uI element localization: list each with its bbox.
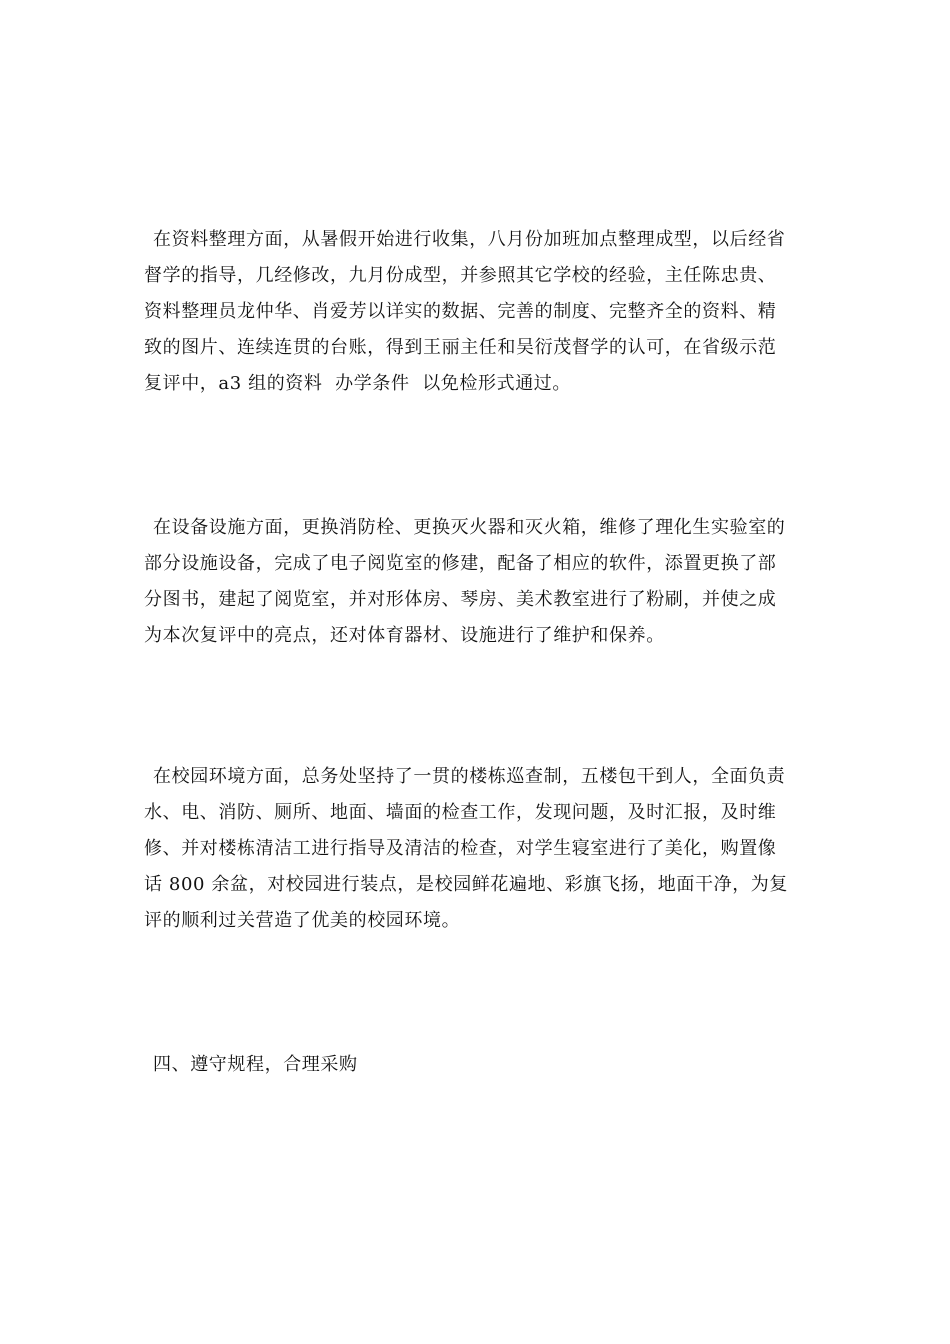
paragraph-line: 在设备设施方面，更换消防栓、更换灭火器和灭火箱，维修了理化生实验室的 xyxy=(153,517,786,538)
paragraph-campus-environment xyxy=(144,759,812,939)
paragraph-line: 分图书，建起了阅览室，并对形体房、琴房、美术教室进行了粉刷，并使之成 xyxy=(144,589,777,610)
heading-text: 四、遵守规程，合理采购 xyxy=(153,1054,358,1075)
section-heading xyxy=(144,1047,812,1083)
paragraph-line: 督学的指导，几经修改，九月份成型，并参照其它学校的经验，主任陈忠贵、 xyxy=(144,265,777,286)
paragraph-line: 为本次复评中的亮点，还对体育器材、设施进行了维护和保养。 xyxy=(144,625,665,646)
paragraph-materials xyxy=(144,222,812,402)
paragraph-line: 修、并对楼栋清洁工进行指导及清洁的检查，对学生寝室进行了美化，购置像 xyxy=(144,838,777,859)
paragraph-line: 资料整理员龙仲华、肖爱芳以详实的数据、完善的制度、完整齐全的资料、精 xyxy=(144,301,777,322)
paragraph-line: 复评中，a3 组的资料 办学条件 以免检形式通过。 xyxy=(144,373,571,394)
paragraph-line: 评的顺利过关营造了优美的校园环境。 xyxy=(144,910,461,931)
paragraph-line: 话 800 余盆，对校园进行装点，是校园鲜花遍地、彩旗飞扬，地面干净，为复 xyxy=(144,874,788,895)
paragraph-line: 水、电、消防、厕所、地面、墙面的检查工作，发现问题，及时汇报，及时维 xyxy=(144,802,777,823)
paragraph-line: 在资料整理方面，从暑假开始进行收集，八月份加班加点整理成型，以后经省 xyxy=(153,229,786,250)
paragraph-line: 在校园环境方面，总务处坚持了一贯的楼栋巡查制，五楼包干到人，全面负责 xyxy=(153,766,786,787)
paragraph-facilities xyxy=(144,510,812,654)
paragraph-line: 部分设施设备，完成了电子阅览室的修建，配备了相应的软件，添置更换了部 xyxy=(144,553,777,574)
paragraph-line: 致的图片、连续连贯的台账，得到王丽主任和吴衍茂督学的认可，在省级示范 xyxy=(144,337,777,358)
